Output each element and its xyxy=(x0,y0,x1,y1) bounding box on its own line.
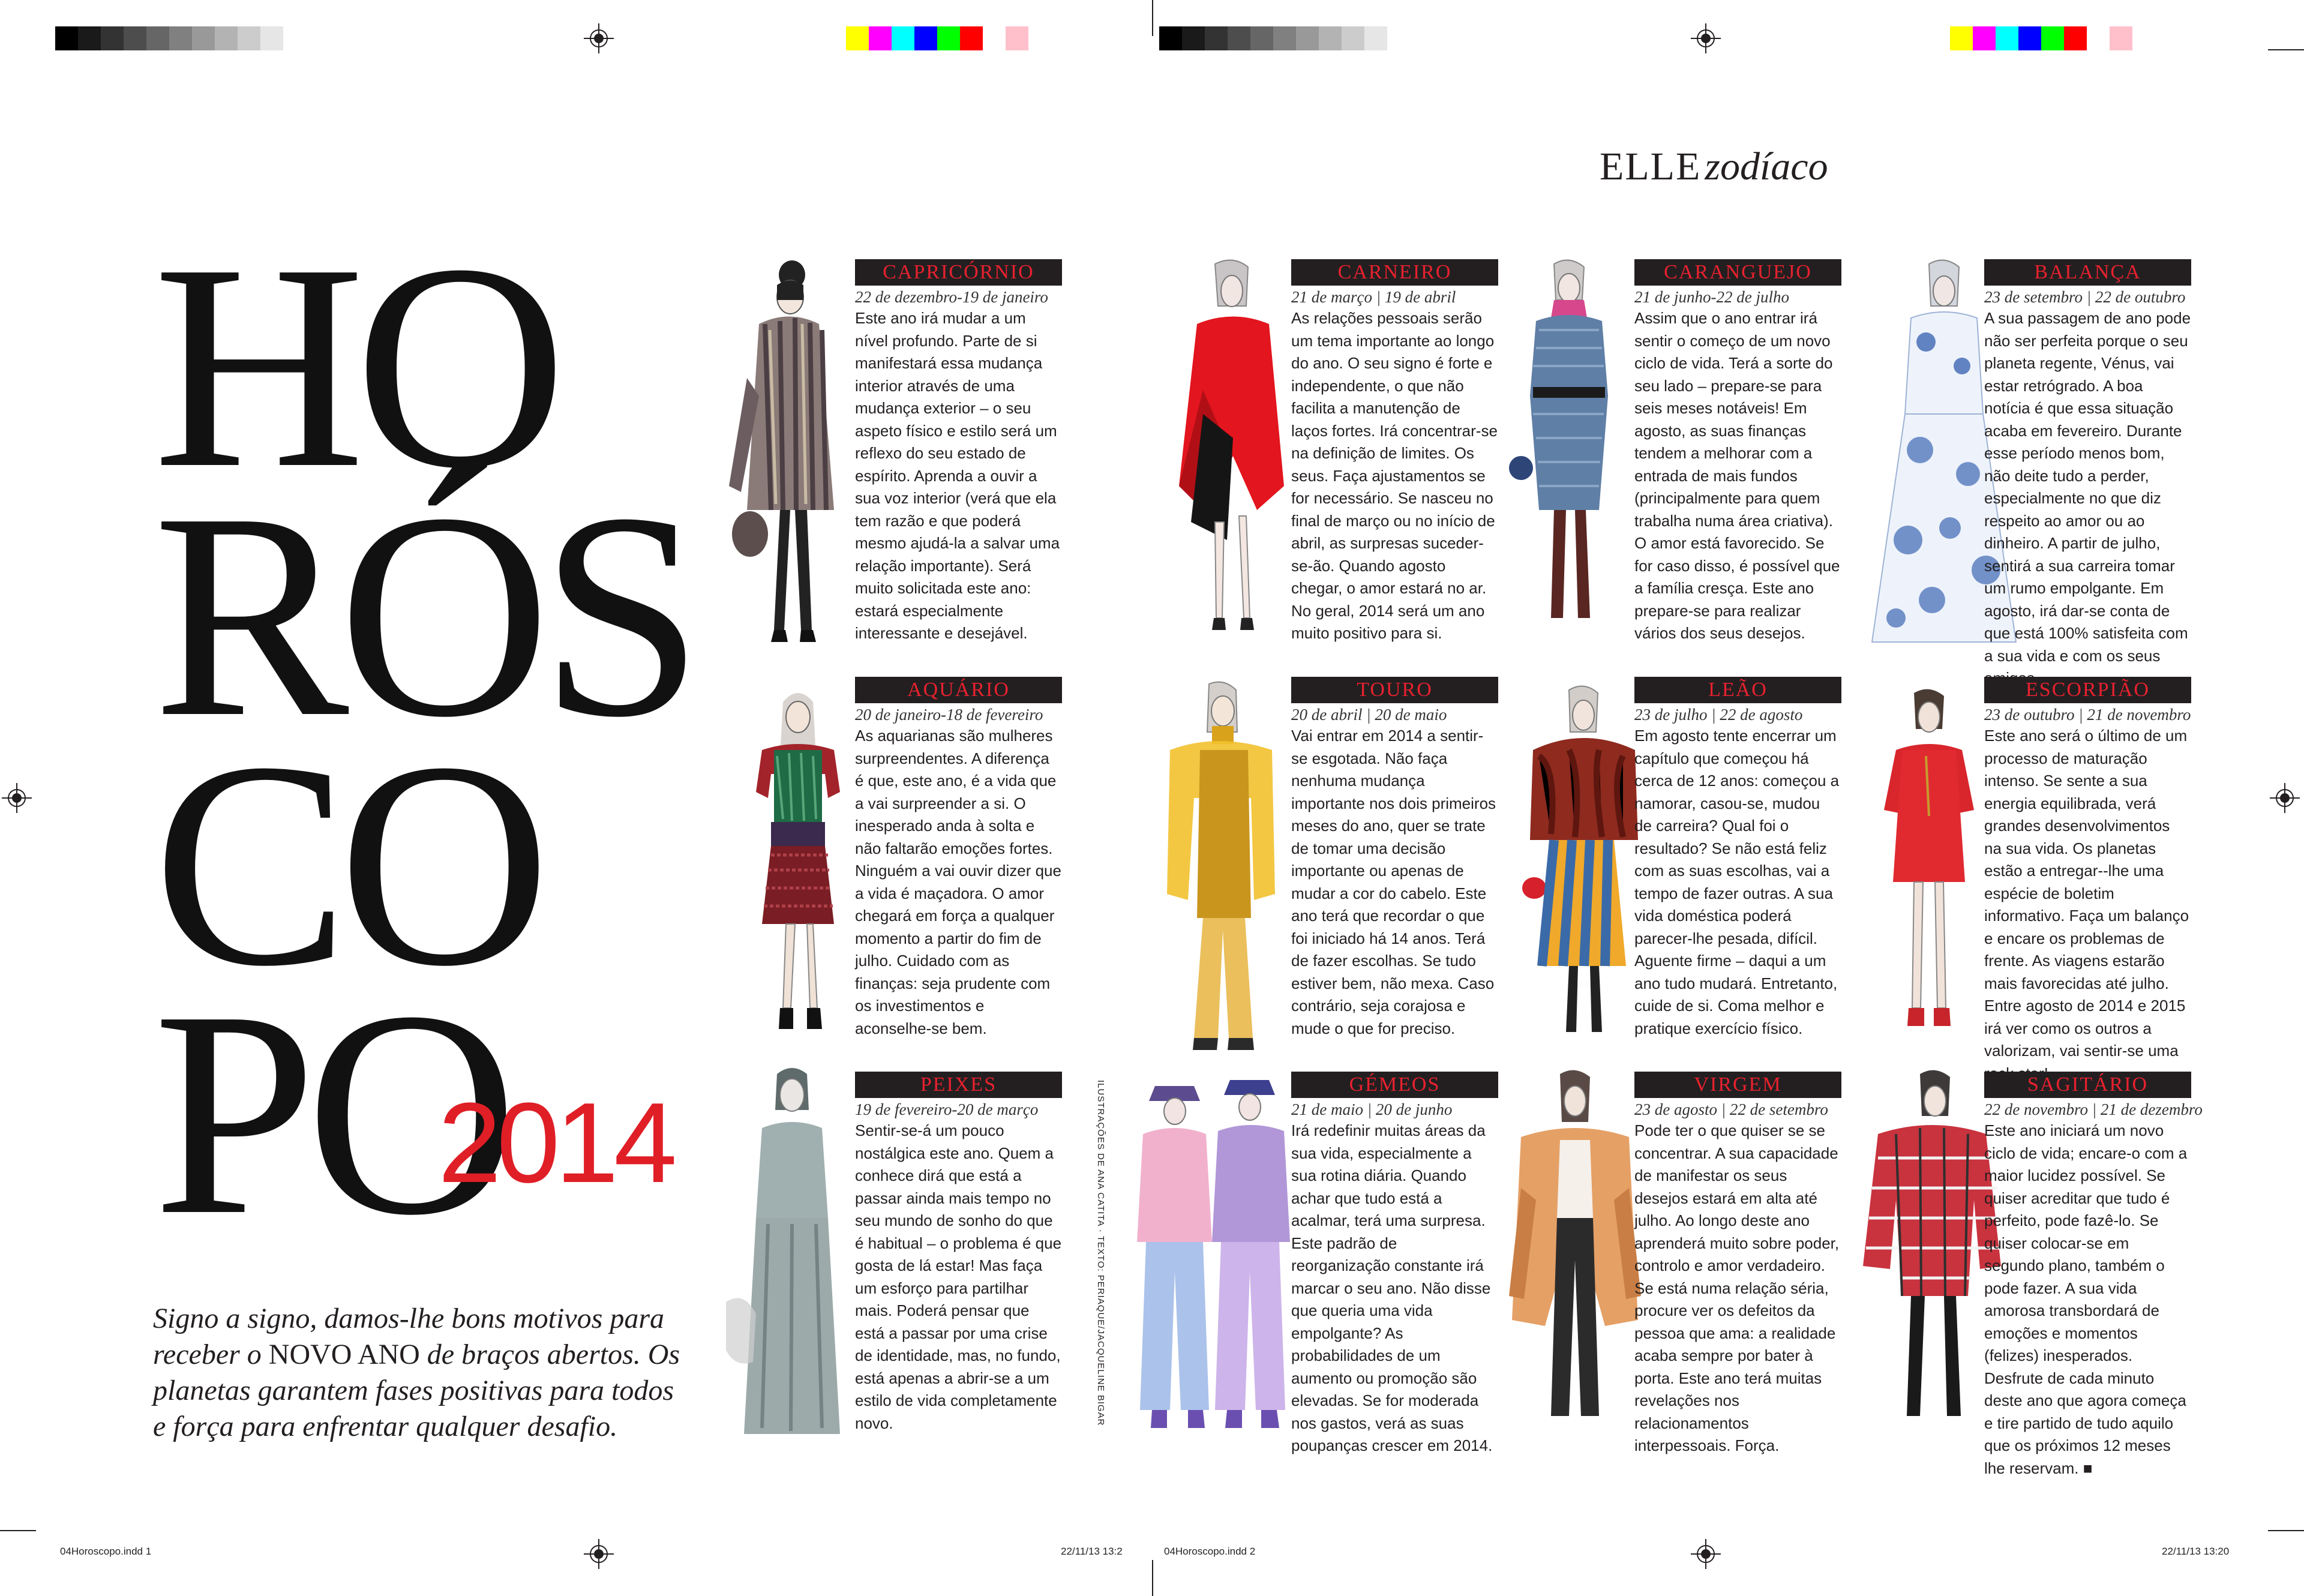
sign-block-aquario xyxy=(855,677,1062,1040)
sign-text: A sua passagem de ano pode não ser perfeita porque o seu planeta regente, Vénus, vai estar retrógrado. A boa notícia é que essa situação acaba em fevereiro. Durante esse período menos bom, não deite tudo a perder, especialmente no que diz respeito ao amor ou ao dinheiro. A partir de julho, sentirá a sua carreira tomar um rumo empolgante. Em agosto, irá dar-se conta de que está 100% satisfeita com a sua vida e com os seus xyxy=(1984,309,2191,665)
sign-block-capricornio xyxy=(855,259,1062,645)
color-swatch xyxy=(2064,26,2087,50)
sign-name: VIRGEM xyxy=(1634,1072,1841,1098)
color-swatch xyxy=(1250,26,1273,50)
sign-name: LEÃO xyxy=(1634,677,1841,703)
aries-illustration xyxy=(1167,258,1299,648)
pisces-illustration xyxy=(720,1062,858,1446)
sign-name: BALANÇA xyxy=(1984,259,2191,286)
sign-name: AQUÁRIO xyxy=(855,677,1062,703)
sign-dates: 23 de outubro | 21 de novembro xyxy=(1984,706,2191,724)
sign-text: Assim que o ano entrar irá sentir o começo de um novo ciclo de vida. Terá a sorte do seu lado – prepare-se para seis meses notáveis! Em agosto, as suas finanças tendem a melhorar com a entrada de mais fundos (principalmente para quem trabalha numa área criativa). O amor está favorecido. Se for caso disso, é possível que a família cresça. Este ano prepare-se para realizar vários dos seus desejos. xyxy=(1634,309,1840,642)
slug-right-date: 22/11/13 13:20 xyxy=(2162,1546,2230,1557)
slug-left-date: 22/11/13 13:2 xyxy=(1061,1546,1123,1557)
color-swatch xyxy=(1319,26,1342,50)
sign-block-caranguejo xyxy=(1634,259,1841,645)
crop-mark xyxy=(2268,49,2304,50)
sign-text: Este ano será o último de um processo de maturação intenso. Se sente a sua energia equilibrada, verá grandes desenvolvimentos na sua vida. Os planetas estão a entregar--lhe uma espécie de boletim informativo. Faça um balanço e encare os problemas de frente. As viagens estarão mais favorecidas até julho. Entre agosto de 2014 e 2015 irá ver como os outros a valorizam, vai sentir-se uma xyxy=(1984,727,2189,1060)
taurus-illustration xyxy=(1152,678,1290,1062)
color-swatch xyxy=(192,26,215,50)
sign-name: CARANGUEJO xyxy=(1634,259,1841,286)
section-header xyxy=(1600,144,1828,190)
sign-name: TOURO xyxy=(1291,677,1498,703)
sign-dates: 19 de fevereiro-20 de março xyxy=(855,1100,1039,1118)
sign-text: Irá redefinir muitas áreas da sua vida, especialmente a sua rotina diária. Quando achar que tudo está a acalmar, terá uma surpresa. Este padrão de reorganização constante irá marcar o seu ano. Não disse que queria uma vida empolgante? As probabilidades de um aumento ou promoção são elevadas. Se for moderada nos gastos, verá as suas poupanças crescer em 2014. xyxy=(1291,1121,1493,1454)
color-swatch xyxy=(215,26,238,50)
sign-text: Este ano iniciará um novo ciclo de vida; encare-o com a maior lucidez possível. Se quiser acreditar que tudo é perfeito, pode fazê-lo. Se quiser colocar-se em segundo plano, também o pode fazer. A sua vida amorosa transbordará de emoções e momentos (felizes) inesperados. Desfrute de cada minuto deste ano que agora começa e tire partido de tudo aquilo que os próximos 12 meses lhe reservam. ■ xyxy=(1984,1121,2188,1477)
color-swatch xyxy=(2110,26,2132,50)
sign-dates: 21 de março | 19 de abril xyxy=(1291,288,1456,306)
sign-name: PEIXES xyxy=(855,1072,1062,1098)
sign-name: GÉMEOS xyxy=(1291,1072,1498,1098)
gemini-illustration xyxy=(1128,1074,1302,1446)
sign-text: Sentir-se-á um pouco nostálgica este ano. Quem a conhece dirá que está a passar ainda mais tempo no seu mundo de sonho do que é habitual – o problema é que gosta de lá estar! Mas faça um esforço para partilhar mais. Poderá pensar que está a passar por uma crise de identidade, mas, no fundo, está apenas a abrir-se a um estilo de vida completamente novo. xyxy=(855,1121,1062,1432)
sign-dates: 21 de junho-22 de julho xyxy=(1634,288,1789,306)
color-swatch xyxy=(1182,26,1205,50)
sign-text: Pode ter o que quiser se se concentrar. A sua capacidade de manifestar os seus desejos estará em alta até julho. Ao longo deste ano aprenderá muito sobre poder, controlo e amor verdadeiro. Se está numa relação séria, procure ver os defeitos da pessoa que ama: a realidade acaba sempre por bater à porta. Este ano terá muitas revelações nos relacionamentos interpessoais. Força. xyxy=(1634,1121,1840,1454)
intro-part-2: de braços abertos. Os planetas garantem fases positivas para todos e força para enfrentar qualquer desafio. xyxy=(153,1339,680,1442)
sign-dates: 21 de maio | 20 de junho xyxy=(1291,1100,1453,1118)
sign-name: CARNEIRO xyxy=(1291,259,1498,286)
sign-dates: 23 de agosto | 22 de setembro xyxy=(1634,1100,1828,1118)
color-swatch xyxy=(2041,26,2064,50)
sign-block-virgem xyxy=(1634,1072,1841,1457)
title-year: 2014 xyxy=(438,1079,673,1207)
crop-mark xyxy=(0,1530,36,1531)
color-swatch xyxy=(101,26,124,50)
color-swatch xyxy=(937,26,960,50)
color-swatch xyxy=(2018,26,2041,50)
title-line-3: CO xyxy=(153,701,540,1027)
color-swatch xyxy=(960,26,983,50)
color-swatch xyxy=(2087,26,2110,50)
crop-mark xyxy=(2268,1530,2304,1531)
sign-dates: 20 de janeiro-18 de fevereiro xyxy=(855,706,1043,724)
sign-name: SAGITÁRIO xyxy=(1984,1072,2191,1098)
color-swatch xyxy=(1950,26,1973,50)
intro-text xyxy=(153,1301,681,1445)
leo-illustration xyxy=(1521,684,1647,1056)
color-swatch xyxy=(1996,26,2018,50)
sign-block-touro xyxy=(1291,677,1498,1040)
color-swatch xyxy=(914,26,937,50)
sign-block-escorpiao xyxy=(1984,677,2191,1085)
color-swatch xyxy=(1296,26,1319,50)
color-swatch xyxy=(1342,26,1364,50)
intro-caps: NOVO ANO xyxy=(268,1339,420,1370)
slug-right-file: 04Horoscopo.indd 2 xyxy=(1164,1546,1256,1557)
color-swatch xyxy=(169,26,192,50)
sign-text: Este ano irá mudar a um nível profundo. Parte de si manifestará essa mudança interior através de uma mudança exterior – o seu aspeto físico e estilo será um reflexo do seu estado de espírito. Aprenda a ouvir a sua voz interior (verá que ela tem razão e que poderá mesmo ajudá-la a salvar uma relação importante). Será muito solicitada este ano: estará especialmente interessante e desejável. xyxy=(855,309,1060,642)
color-bar-color-left xyxy=(846,26,1028,50)
sign-block-peixes xyxy=(855,1072,1062,1435)
registration-mark-icon xyxy=(2276,789,2294,807)
sign-text: As aquarianas são mulheres surpreendentes. A diferença é que, este ano, é a vida que a vai surpreender a si. O inesperado anda à solta e não faltarão emoções fortes. Ninguém a vai ouvir dizer que a vida é maçadora. O amor chegará em força a qualquer momento a partir do fim de julho. Cuidado com as finanças: seja prudente com os investimentos e aconselhe-se bem. xyxy=(855,727,1061,1037)
color-swatch xyxy=(1973,26,1996,50)
color-swatch xyxy=(1006,26,1028,50)
sign-dates: 22 de novembro | 21 de dezembro xyxy=(1984,1100,2203,1118)
sign-block-balanca xyxy=(1984,259,2191,690)
sign-dates: 22 de dezembro-19 de janeiro xyxy=(855,288,1048,306)
sign-block-leao xyxy=(1634,677,1841,1040)
color-bar-gray-right xyxy=(1159,26,1387,50)
brand-logo: ELLE xyxy=(1600,145,1702,188)
capricorn-illustration xyxy=(723,258,855,660)
registration-mark-icon xyxy=(590,29,608,47)
illustration-credits: ILUSTRAÇÕES DE ANA CATITA · TEXTO: PERIAQUE/JACQUELINE BIGAR xyxy=(1096,1080,1106,1426)
registration-mark-icon xyxy=(8,789,26,807)
color-swatch xyxy=(983,26,1006,50)
color-swatch xyxy=(124,26,146,50)
color-swatch xyxy=(55,26,78,50)
title-line-4: PO xyxy=(153,950,508,1276)
color-bar-color-right xyxy=(1950,26,2132,50)
registration-mark-icon xyxy=(1697,29,1715,47)
color-bar-gray-left xyxy=(55,26,283,50)
color-swatch xyxy=(1364,26,1387,50)
sign-dates: 23 de julho | 22 de agosto xyxy=(1634,706,1803,724)
slug-left-file: 04Horoscopo.indd 1 xyxy=(60,1546,152,1557)
sign-name: CAPRICÓRNIO xyxy=(855,259,1062,286)
sign-dates: 20 de abril | 20 de maio xyxy=(1291,706,1447,724)
color-swatch xyxy=(1205,26,1228,50)
registration-mark-icon xyxy=(1697,1545,1715,1563)
sign-text: As relações pessoais serão um tema importante ao longo do ano. O seu signo é forte e independente, o que não facilita a manutenção de laços fortes. Irá concentrar-se na definição de limites. Os seus. Faça ajustamentos se for necessário. Se nasceu no final de março ou no início de abril, as surpresas suceder-se-ão. Quando agosto chegar, o amor estará no ar. No geral, 2014 será um ano muito positivo para si. xyxy=(1291,309,1498,642)
virgo-illustration xyxy=(1503,1068,1647,1452)
sign-text: Em agosto tente encerrar um capítulo que começou há cerca de 12 anos: começou a namorar, casou-se, mudou de carreira? Qual foi o resultado? Se não está feliz com as suas escolhas, vai a tempo de fazer outras. A sua vida doméstica poderá parecer-lhe pesada, difícil. Aguente firme – daqui a um ano tudo mudará. Entretanto, cuide de si. Coma melhor e pratique exercício físico. xyxy=(1634,727,1840,1037)
sign-name: ESCORPIÃO xyxy=(1984,677,2191,703)
color-swatch xyxy=(892,26,914,50)
color-swatch xyxy=(1273,26,1296,50)
color-swatch xyxy=(1159,26,1182,50)
intro-part-1: Signo a signo, damos-lhe bons motivos para receber o xyxy=(153,1303,664,1370)
title-line-1: HO xyxy=(153,203,556,529)
color-swatch xyxy=(1228,26,1250,50)
color-swatch xyxy=(869,26,892,50)
registration-mark-icon xyxy=(590,1545,608,1563)
crop-mark xyxy=(1152,1560,1153,1596)
section-name: zodíaco xyxy=(1705,145,1828,188)
cancer-illustration xyxy=(1503,258,1635,648)
sign-text: Vai entrar em 2014 a sentir-se esgotada. Não faça nenhuma mudança importante nos dois primeiros meses do ano, quer se trate de tomar uma decisão importante ou apenas de mudar a cor do cabelo. Este ano terá que recordar o que foi iniciado há 14 anos. Terá de fazer escolhas. Se tudo estiver bem, não mexa. Caso contrário, seja corajosa e mude o que for preciso. xyxy=(1291,727,1496,1037)
sign-block-sagitario xyxy=(1984,1072,2203,1480)
color-swatch xyxy=(260,26,283,50)
color-swatch xyxy=(146,26,169,50)
crop-mark xyxy=(1152,0,1153,36)
color-swatch xyxy=(846,26,869,50)
aquarius-illustration xyxy=(738,684,858,1056)
sign-dates: 23 de setembro | 22 de outubro xyxy=(1984,288,2186,306)
color-swatch xyxy=(238,26,260,50)
sign-block-gemeos xyxy=(1291,1072,1498,1457)
color-swatch xyxy=(78,26,101,50)
scorpio-illustration xyxy=(1869,684,1989,1056)
title-line-2: RÓS xyxy=(153,452,693,778)
sign-block-carneiro xyxy=(1291,259,1498,645)
